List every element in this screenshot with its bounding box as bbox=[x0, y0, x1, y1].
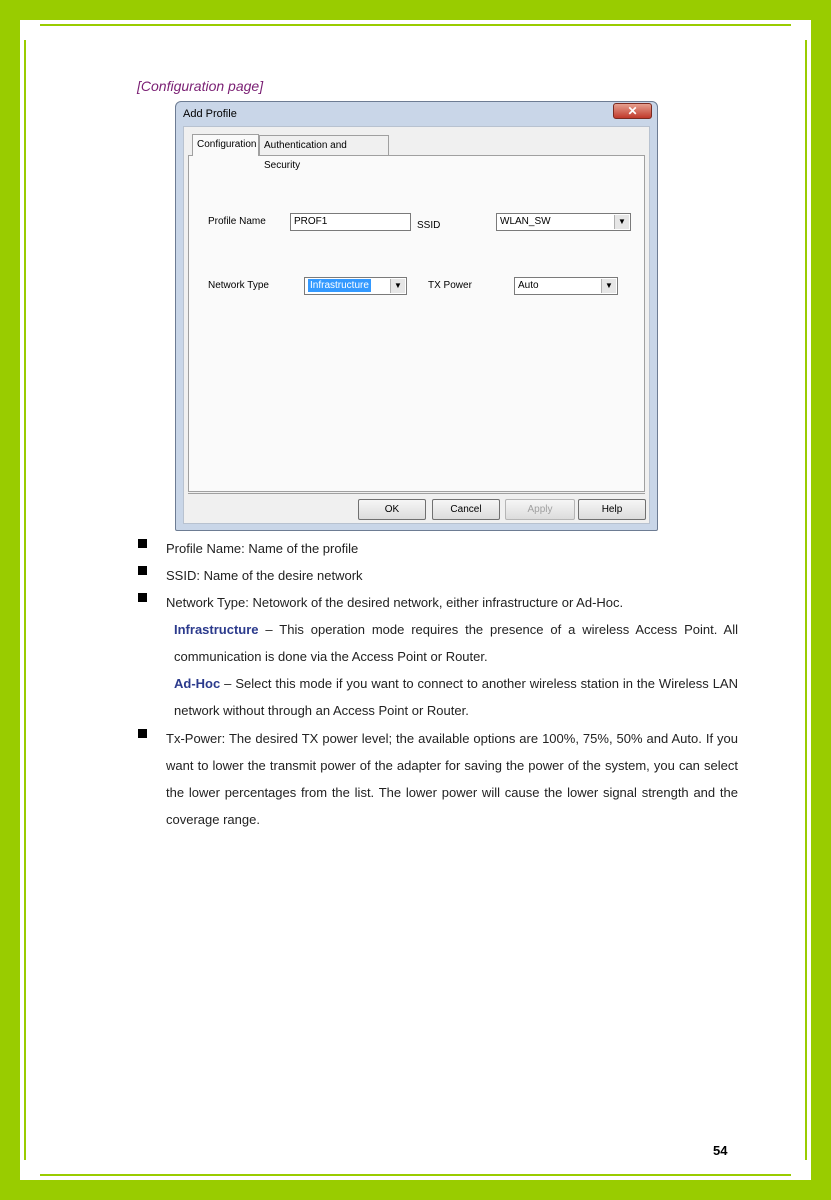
network-mode-term: Ad-Hoc bbox=[174, 676, 221, 691]
bullet-square-icon bbox=[138, 566, 147, 575]
bullet-text: SSID: Name of the desire network bbox=[166, 568, 363, 583]
frame-corner-top-left bbox=[0, 0, 40, 40]
page-frame-inner-bottom bbox=[40, 1174, 791, 1176]
bullet-square-icon bbox=[138, 539, 147, 548]
close-icon[interactable]: ✕ bbox=[613, 103, 652, 119]
ok-button[interactable]: OK bbox=[358, 499, 426, 520]
page-frame-left bbox=[0, 40, 20, 1160]
section-title: [Configuration page] bbox=[137, 78, 264, 94]
page-frame-inner-right bbox=[805, 40, 807, 1160]
network-mode-description bbox=[174, 616, 738, 670]
bullet-square-icon bbox=[138, 593, 147, 602]
list-item bbox=[138, 725, 738, 833]
frame-corner-bottom-left bbox=[0, 1160, 40, 1200]
bullet-text: Tx-Power: The desired TX power level; the available options are 100%, 75%, 50% and Auto. If you want to lower the transmit power of the adapter for saving the power of the system, you can select the lower percentages from the list. The lower power will cause the lower signal strength and the coverage range. bbox=[166, 731, 738, 827]
network-mode-description bbox=[174, 670, 738, 724]
help-button[interactable]: Help bbox=[578, 499, 646, 520]
add-profile-dialog bbox=[175, 101, 658, 531]
tab-authentication-and-security[interactable]: Authentication and Security bbox=[259, 135, 389, 155]
network-mode-text: – This operation mode requires the presence of a wireless Access Point. All communication is done via the Access Point or Router. bbox=[174, 622, 738, 664]
network-type-value: Infrastructure bbox=[310, 280, 369, 291]
page-frame-top bbox=[40, 0, 791, 20]
dialog-title: Add Profile bbox=[183, 108, 237, 120]
frame-corner-top-right bbox=[791, 0, 831, 40]
cancel-button[interactable]: Cancel bbox=[432, 499, 500, 520]
configuration-tab-panel bbox=[188, 155, 645, 492]
page-frame-bottom bbox=[40, 1180, 791, 1200]
bullet-square-icon bbox=[138, 729, 147, 738]
tab-configuration[interactable]: Configuration bbox=[192, 134, 259, 156]
network-type-dropdown[interactable] bbox=[304, 277, 407, 295]
network-type-label: Network Type bbox=[208, 280, 269, 291]
chevron-down-icon: ▼ bbox=[390, 279, 405, 293]
apply-button[interactable]: Apply bbox=[505, 499, 575, 520]
tx-power-dropdown[interactable] bbox=[514, 277, 618, 295]
ssid-label: SSID bbox=[417, 220, 441, 231]
frame-corner-bottom-right bbox=[791, 1160, 831, 1200]
profile-name-input[interactable]: PROF1 bbox=[290, 213, 411, 231]
page-frame-right bbox=[811, 40, 831, 1160]
tx-power-label: TX Power bbox=[428, 280, 472, 291]
ssid-dropdown[interactable] bbox=[496, 213, 631, 231]
list-item bbox=[138, 589, 738, 724]
chevron-down-icon: ▼ bbox=[614, 215, 629, 229]
bullet-text: Profile Name: Name of the profile bbox=[166, 541, 359, 556]
tx-power-value: Auto bbox=[518, 280, 539, 291]
page-number: 54 bbox=[713, 1143, 728, 1158]
page-frame-inner-top bbox=[40, 24, 791, 26]
chevron-down-icon: ▼ bbox=[601, 279, 616, 293]
button-row-divider bbox=[188, 493, 645, 494]
bullet-text: Network Type: Netowork of the desired network, either infrastructure or Ad-Hoc. bbox=[166, 595, 624, 610]
profile-name-label: Profile Name bbox=[208, 216, 266, 227]
list-item bbox=[138, 562, 738, 589]
network-mode-term: Infrastructure bbox=[174, 622, 259, 637]
network-mode-text: – Select this mode if you want to connect to another wireless station in the Wireless LAN network without through an Access Point or Router. bbox=[174, 676, 738, 718]
list-item bbox=[138, 535, 738, 562]
page-frame-inner-left bbox=[24, 40, 26, 1160]
dialog-client-area bbox=[183, 126, 650, 524]
ssid-value: WLAN_SW bbox=[500, 216, 551, 227]
